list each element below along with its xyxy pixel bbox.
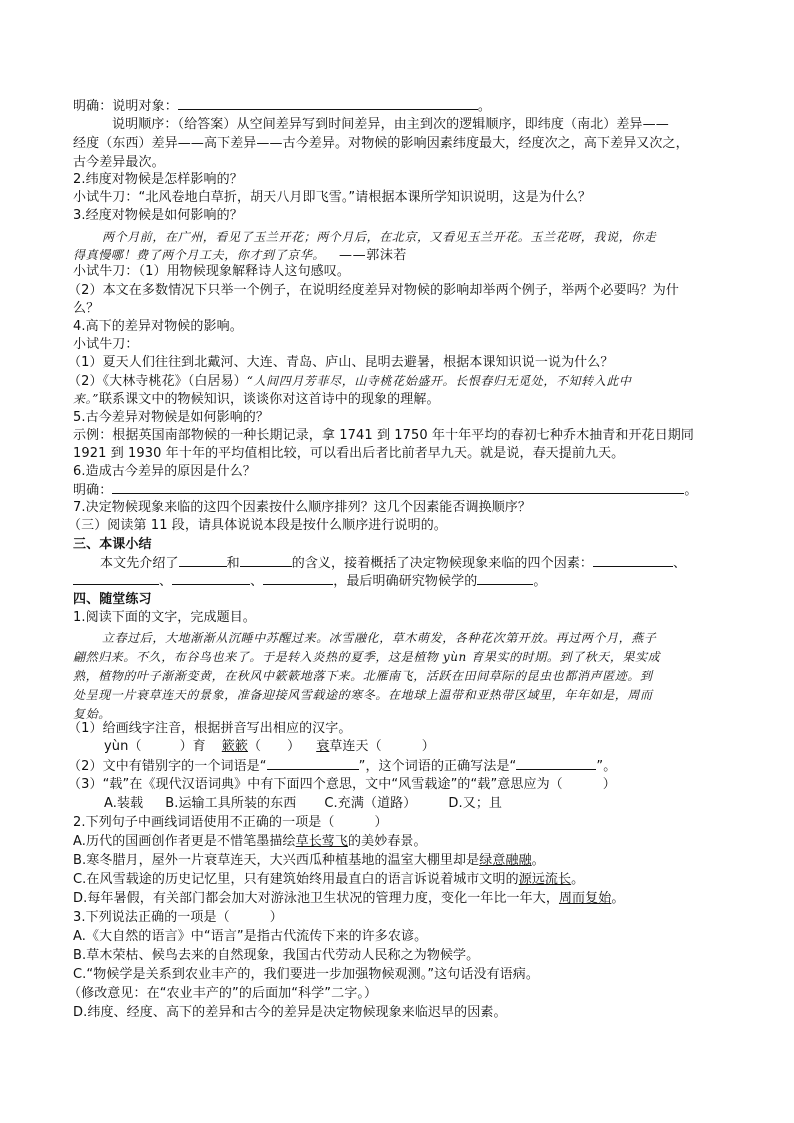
summary-line: 、 、 ，最后明确研究物候学的 。 bbox=[73, 571, 546, 591]
blank-line[interactable] bbox=[178, 96, 478, 110]
blank-line[interactable] bbox=[477, 571, 533, 585]
blank-line[interactable] bbox=[73, 571, 159, 585]
passage-line: 翩然归来。不久，布谷鸟也来了。于是转入炎热的夏季，这是植物 yùn 育果实的时期。到了秋天，果实成 bbox=[73, 650, 661, 664]
answer-line: 明确： 。 bbox=[73, 480, 697, 500]
example-text: 1921 到 1930 年十年的平均值相比较，可以看出后者比前者早九天。就是说，春天提前九天。 bbox=[73, 446, 625, 461]
text-line: 经度（东西）差异——高下差异——古今差异。对物候的影响因素纬度最大，经度次之，高下差异又次之， bbox=[73, 136, 689, 151]
answer-label: 明确：说明对象： bbox=[73, 99, 178, 114]
section-heading: 三、本课小结 bbox=[73, 537, 152, 552]
option-text: C.在风雪载途的历史记忆里，只有建筑始终用最直白的语言诉说着城市文明的源远流长。 bbox=[73, 872, 585, 887]
question-text: （2）《大林寺桃花》（白居易）“人间四月芳菲尽，山寺桃花始盛开。长恨春归无觅处，不知转入此中 bbox=[68, 374, 632, 389]
question-heading: 5.古今差异对物候是如何影响的？ bbox=[73, 410, 270, 425]
question-heading: 6.造成古今差异的原因是什么？ bbox=[73, 464, 256, 479]
question-heading: 3.经度对物候是如何影响的？ bbox=[73, 208, 243, 223]
question-heading: 1.阅读下面的文字，完成题目。 bbox=[73, 610, 256, 625]
question-text: （1）夏天人们往往到北戴河、大连、青岛、庐山、昆明去避暑，根据本课知识说一说为什么？ bbox=[68, 355, 614, 370]
option-a: A.装载 bbox=[104, 796, 144, 811]
option-text: C.“物候学是关系到农业丰产的，我们要进一步加强物候观测。”这句话没有语病。 bbox=[73, 967, 539, 982]
question-text: 小试牛刀：“北风卷地白草折，胡天八月即飞雪。”请根据本课所学知识说明，这是为什么？ bbox=[73, 190, 592, 205]
question-heading: 3.下列说法正确的一项是（ ） bbox=[73, 910, 283, 925]
question-heading: 2.下列句子中画线词语使用不正确的一项是（ ） bbox=[73, 815, 388, 830]
question-text: 来。”联系课文中的物候知识，谈谈你对这首诗中的现象的理解。 bbox=[73, 392, 440, 407]
summary-line: 本文先介绍了 和 的含义，接着概括了决定物候现象来临的四个因素： 、 bbox=[100, 553, 686, 573]
question-text: （3）“载”在《现代汉语词典》中有下面四个意思，文中“风雪载途”的“载”意思应为（ ） bbox=[68, 777, 616, 792]
question-heading: 4.高下的差异对物候的影响。 bbox=[73, 319, 243, 334]
blank-line[interactable] bbox=[240, 553, 292, 567]
question-text: （2）文中有错别字的一个词语是“ ”，这个词语的正确写法是“ ”。 bbox=[68, 756, 616, 776]
option-text: A.《大自然的语言》中“语言”是指古代流传下来的许多农谚。 bbox=[73, 929, 428, 944]
question-heading: 2.纬度对物候是怎样影响的？ bbox=[73, 172, 243, 187]
question-text: 小试牛刀：（1）用物候现象解释诗人这句感叹。 bbox=[73, 264, 350, 279]
blank-line[interactable] bbox=[172, 571, 250, 585]
poem-line: 得真慢哪！费了两个月工夫，你才到了京华。 ——郭沫若 bbox=[73, 248, 408, 263]
blank-line[interactable] bbox=[516, 756, 596, 770]
blank-line[interactable] bbox=[593, 553, 673, 567]
poem-line: 两个月前，在广州，看见了玉兰开花；两个月后，在北京，又看见玉兰开花。玉兰花呀，我说，你走 bbox=[102, 230, 657, 244]
example-text: 示例：根据英国南部物候的一种长期记录，拿 1741 到 1750 年十年平均的春初七种乔木抽青和开花日期同 bbox=[73, 428, 694, 443]
poem-author: ——郭沫若 bbox=[339, 248, 408, 263]
answer-line-object: 明确：说明对象： 。 bbox=[73, 96, 491, 116]
question-text: yùn（ ）育 簌簌（ ） 衰草连天（ ） bbox=[104, 739, 435, 754]
options-row bbox=[104, 794, 502, 813]
text-line: 说明顺序：（给答案）从空间差异写到时间差异，由主到次的逻辑顺序，即纬度（南北）差异—— bbox=[112, 117, 669, 132]
option-note: （修改意见：在“农业丰产的”的后面加“科学”二字。） bbox=[68, 986, 378, 1001]
option-b: B.运输工具所装的东西 bbox=[165, 796, 297, 811]
text-line: 古今差异最次。 bbox=[73, 155, 165, 170]
question-text: （1）给画线字注音，根据拼音写出相应的汉字。 bbox=[68, 721, 352, 736]
blank-line[interactable] bbox=[179, 553, 227, 567]
passage-line: 复始。 bbox=[73, 707, 111, 721]
blank-line[interactable] bbox=[267, 756, 359, 770]
option-text: B.草木荣枯、候鸟去来的自然现象，我国古代劳动人民称之为物候学。 bbox=[73, 948, 480, 963]
question-text: （三）阅读第 11 段，请具体说说本段是按什么顺序进行说明的。 bbox=[68, 518, 447, 533]
blank-line[interactable] bbox=[263, 571, 333, 585]
option-text: D.纬度、经度、高下的差异和古今的差异是决定物候现象来临迟早的因素。 bbox=[73, 1005, 507, 1020]
option-text: B.寒冬腊月，屋外一片衰草连天，大兴西瓜种植基地的温室大棚里却是绿意融融。 bbox=[73, 853, 545, 868]
option-text: A.历代的国画创作者更是不惜笔墨描绘草长莺飞的美妙春景。 bbox=[73, 834, 427, 849]
option-d: D.又；且 bbox=[448, 796, 503, 811]
blank-line[interactable] bbox=[112, 480, 684, 494]
passage-line: 处呈现一片衰草连天的景象，准备迎接风雪载途的寒冬。在地球上温带和亚热带区域里，年年如是，周而 bbox=[73, 688, 653, 702]
question-text: （2）本文在多数情况下只举一个例子，在说明经度差异对物候的影响却举两个例子，举两个必要吗？为什 bbox=[68, 283, 679, 298]
question-heading: 7.决定物候现象来临的这四个因素按什么顺序排列？这几个因素能否调换顺序？ bbox=[73, 500, 532, 515]
section-heading: 四、随堂练习 bbox=[73, 592, 152, 607]
option-c: C.充满（道路） bbox=[324, 796, 417, 811]
passage-line: 熟，植物的叶子渐渐变黄，在秋风中簌簌地落下来。北雁南飞，活跃在田间草际的昆虫也都消声匿迹。到 bbox=[73, 669, 653, 683]
question-text: 么？ bbox=[73, 301, 100, 316]
option-text: D.每年暑假，有关部门都会加大对游泳池卫生状况的管理力度，变化一年比一年大，周而复始。 bbox=[73, 891, 625, 906]
passage-line: 立春过后，大地渐渐从沉睡中苏醒过来。冰雪融化，草木萌发，各种花次第开放。再过两个月，燕子 bbox=[102, 631, 657, 645]
question-text: 小试牛刀： bbox=[73, 337, 139, 352]
